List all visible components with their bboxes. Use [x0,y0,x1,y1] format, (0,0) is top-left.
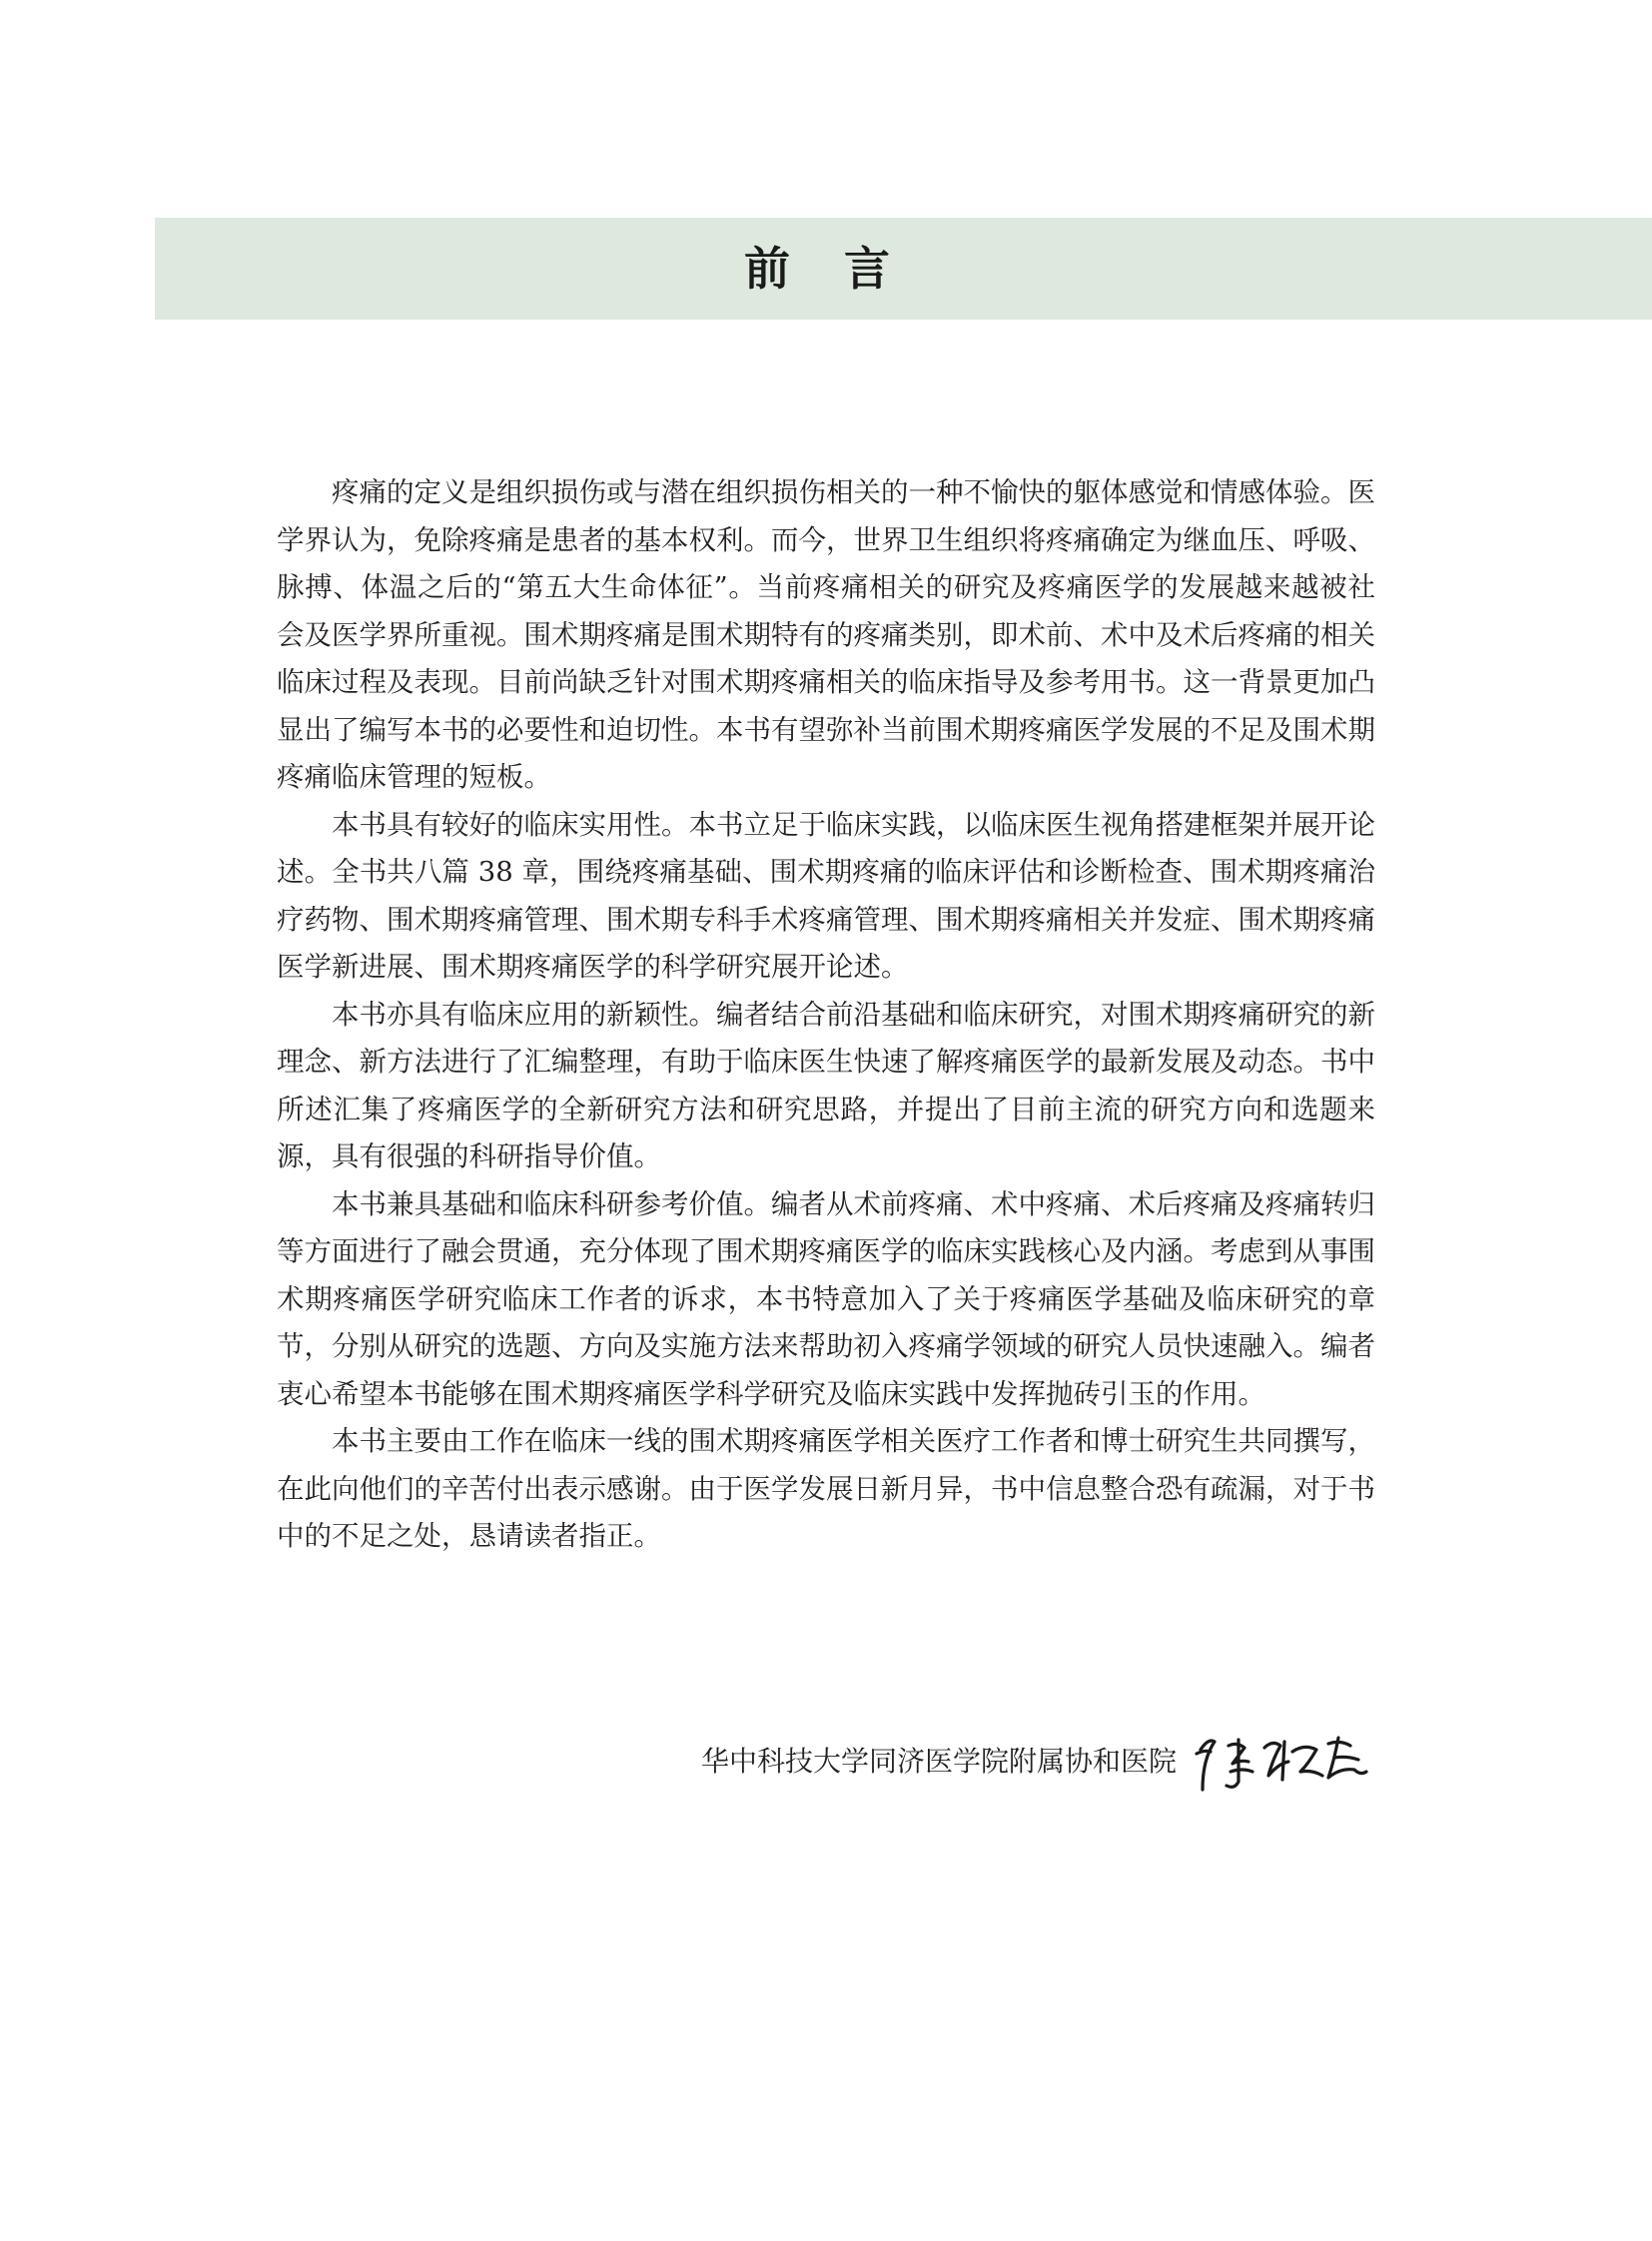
preface-paragraph-4: 本书兼具基础和临床科研参考价值。编者从术前疼痛、术中疼痛、术后疼痛及疼痛转归等方面进行了融会贯通，充分体现了围术期疼痛医学的临床实践核心及内涵。考虑到从事围术期疼痛医学研究临床工作者的诉求，本书特意加入了关于疼痛医学基础及临床研究的章节，分别从研究的选题、方向及实施方法来帮助初入疼痛学领域的研究人员快速融入。编者衷心希望本书能够在围术期疼痛医学科学研究及临床实践中发挥抛砖引玉的作用。 [277,1187,1375,1410]
preface-paragraph-1: 疼痛的定义是组织损伤或与潜在组织损伤相关的一种不愉快的躯体感觉和情感体验。医学界认为，免除疼痛是患者的基本权利。而今，世界卫生组织将疼痛确定为继血压、呼吸、脉搏、体温之后的“第五大生命体征”。当前疼痛相关的研究及疼痛医学的发展越来越被社会及医学界所重视。围术期疼痛是围术期特有的疼痛类别，即术前、术中及术后疼痛的相关临床过程及表现。目前尚缺乏针对围术期疼痛相关的临床指导及参考用书。这一背景更加凸显出了编写本书的必要性和迫切性。本书有望弥补当前围术期疼痛医学发展的不足及围术期疼痛临床管理的短板。 [277,476,1375,793]
preface-paragraph-5: 本书主要由工作在临床一线的围术期疼痛医学相关医疗工作者和博士研究生共同撰写，在此向他们的辛苦付出表示感谢。由于医学发展日新月异，书中信息整合恐有疏漏，对于书中的不足之处，恳请读者指正。 [277,1425,1375,1552]
preface-body [277,469,1375,1561]
preface-paragraph-2: 本书具有较好的临床实用性。本书立足于临床实践，以临床医生视角搭建框架并展开论述。全书共八篇 38 章，围绕疼痛基础、围术期疼痛的临床评估和诊断检查、围术期疼痛治疗药物、围术期疼痛管理、围术期专科手术疼痛管理、围术期疼痛相关并发症、围术期疼痛医学新进展、围术期疼痛医学的科学研究展开论述。 [277,808,1375,983]
affiliation-text: 华中科技大学同济医学院附属协和医院 [700,1745,1177,1778]
page-title: 前言 [744,242,944,296]
preface-paragraph-3: 本书亦具有临床应用的新颖性。编者结合前沿基础和临床研究，对围术期疼痛研究的新理念、新方法进行了汇编整理，有助于临床医生快速了解疼痛医学的最新发展及动态。书中所述汇集了疼痛医学的全新研究方法和研究思路，并提出了目前主流的研究方向和选题来源，具有很强的科研指导价值。 [277,998,1375,1172]
handwritten-signature [1189,1720,1378,1800]
title-band [155,218,1652,320]
signature-block [559,1720,1378,1800]
